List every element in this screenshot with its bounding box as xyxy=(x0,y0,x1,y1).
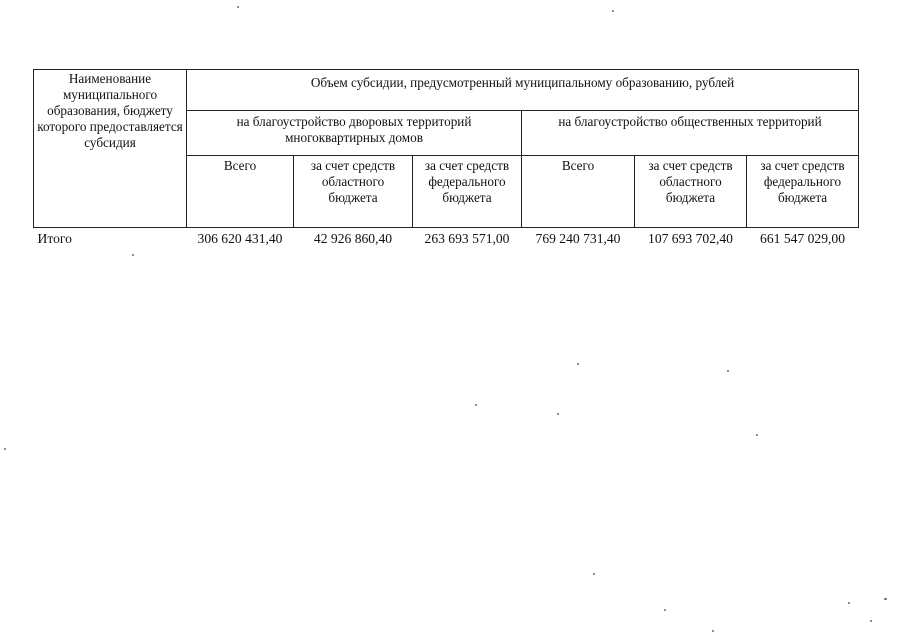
subsidy-volume-header: Объем субсидии, предусмотренный муниципальному образованию, рублей xyxy=(187,70,859,111)
scan-speck xyxy=(848,602,850,604)
yards-regional-value: 42 926 860,40 xyxy=(313,231,393,246)
yard-territories-group-header: на благоустройство дворовых территорий многоквартирных домов xyxy=(187,111,522,156)
scan-speck xyxy=(475,404,477,406)
scan-speck xyxy=(727,370,729,372)
scan-speck xyxy=(577,363,579,365)
scan-speck xyxy=(884,598,887,600)
scan-speck xyxy=(132,254,134,256)
scan-speck xyxy=(870,620,872,622)
public-total-header: Всего xyxy=(522,156,635,228)
scan-speck xyxy=(4,448,6,450)
scan-speck xyxy=(237,6,239,8)
public-territories-group-header: на благоустройство общественных территорий xyxy=(522,111,859,156)
yards-federal-header: за счет средств федерального бюджета xyxy=(413,156,522,228)
scan-speck xyxy=(593,573,595,575)
public-regional-header: за счет средств областного бюджета xyxy=(635,156,747,228)
public-federal-header: за счет средств федерального бюджета xyxy=(747,156,859,228)
total-label: Итого xyxy=(37,231,72,246)
yards-total-value: 306 620 431,40 xyxy=(197,231,283,246)
yards-federal-value: 263 693 571,00 xyxy=(424,231,510,246)
scan-speck xyxy=(557,413,559,415)
scan-speck xyxy=(612,10,614,12)
scan-speck xyxy=(712,630,714,632)
scan-speck xyxy=(756,434,758,436)
total-row xyxy=(34,228,859,249)
public-regional-value: 107 693 702,40 xyxy=(648,231,733,246)
public-federal-value: 661 547 029,00 xyxy=(760,231,845,246)
yards-regional-header: за счет средств областного бюджета xyxy=(294,156,413,228)
scan-speck xyxy=(664,609,666,611)
municipality-name-header: Наименование муниципального образования, бюджету которого предоставляется субсидия xyxy=(34,70,187,228)
yards-total-header: Всего xyxy=(187,156,294,228)
subsidy-table xyxy=(33,69,859,248)
public-total-value: 769 240 731,40 xyxy=(535,231,621,246)
